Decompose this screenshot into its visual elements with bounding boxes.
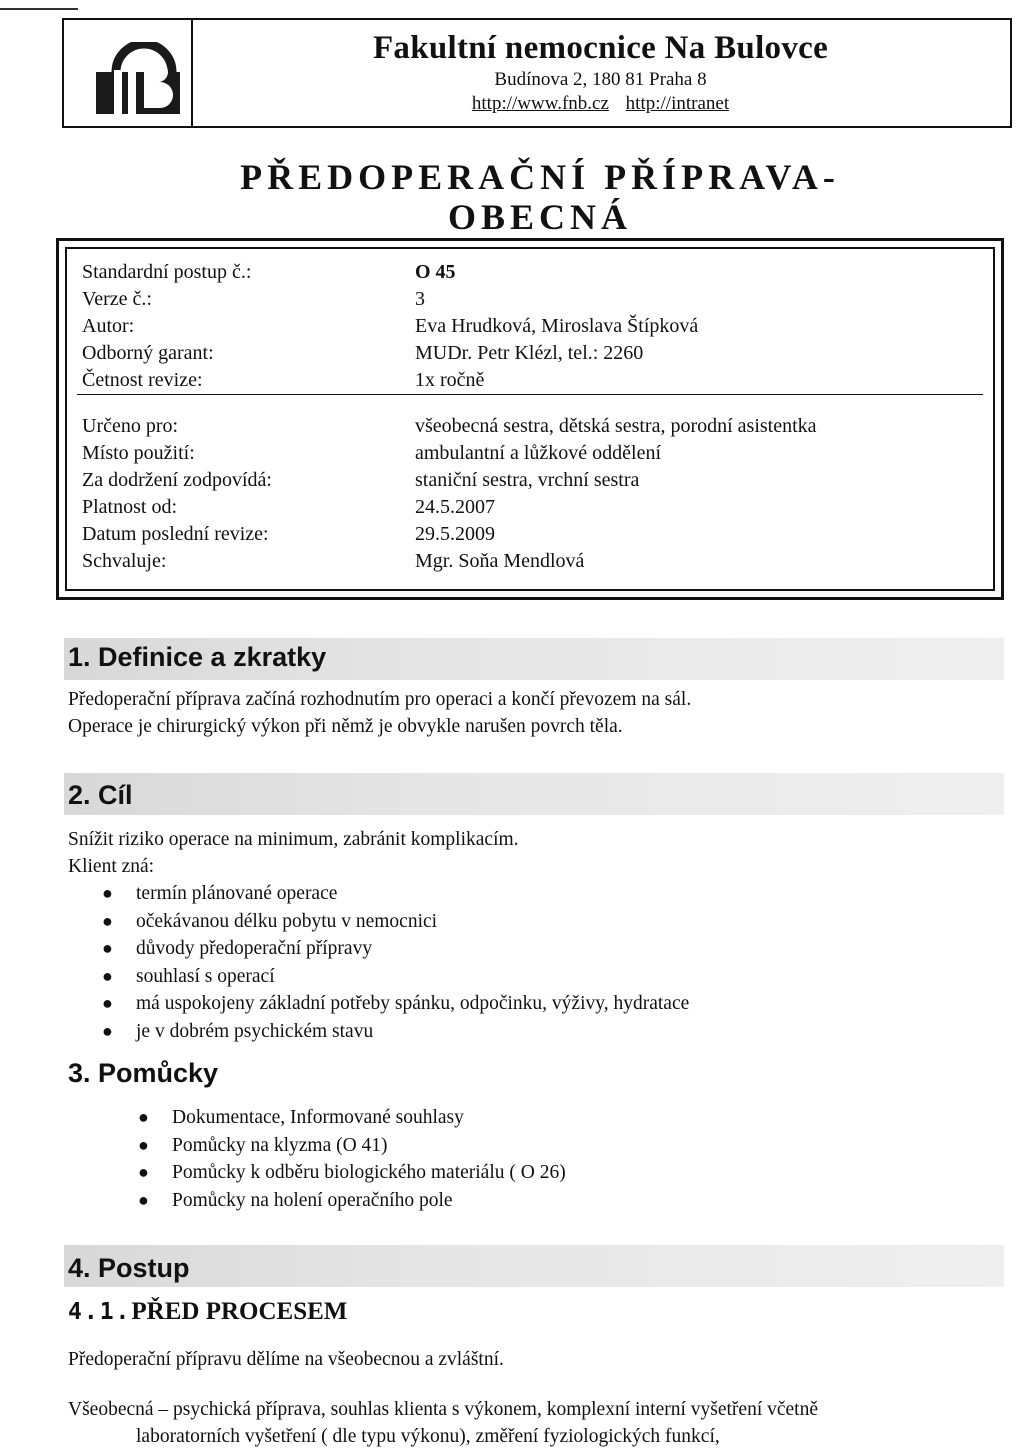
meta-value: Eva Hrudková, Miroslava Štípková [415, 315, 699, 337]
organization-address: Budínova 2, 180 81 Praha 8 [494, 69, 707, 90]
bullet-icon: ● [102, 910, 113, 931]
list-item-text: Dokumentace, Informované souhlasy [172, 1107, 464, 1128]
meta-label: Místo použití: [82, 442, 195, 464]
subsection-title: PŘED PROCESEM [131, 1298, 348, 1325]
meta-value: Mgr. Soňa Mendlová [415, 550, 585, 572]
letterhead [62, 18, 1012, 128]
meta-label: Platnost od: [82, 496, 178, 518]
list-item-text: Pomůcky k odběru biologického materiálu ( O 26) [172, 1162, 566, 1183]
list-item [102, 935, 689, 963]
list-item [138, 1104, 566, 1132]
meta-divider [77, 394, 983, 395]
document-metadata-box [56, 238, 1004, 600]
procedure-line-2: Všeobecná – psychická příprava, souhlas klienta s výkonem, komplexní interní vyšetření včetně [68, 1399, 818, 1420]
definitions-line-1: Předoperační příprava začíná rozhodnutím pro operaci a končí převozem na sál. [68, 689, 692, 710]
bullet-icon: ● [138, 1162, 149, 1182]
bullet-icon: ● [138, 1134, 149, 1155]
list-item-text: souhlasí s operací [136, 965, 275, 987]
tools-bullet-list [138, 1104, 566, 1214]
meta-value: 24.5.2007 [415, 496, 495, 518]
goal-bullet-list [102, 880, 690, 1045]
meta-label: Datum poslední revize: [82, 523, 269, 545]
procedure-line-1: Předoperační přípravu dělíme na všeobecnou a zvláštní. [68, 1349, 504, 1370]
bullet-icon: ● [102, 1020, 113, 1041]
list-item-text: očekávanou délku pobytu v nemocnici [136, 910, 438, 932]
meta-value: všeobecná sestra, dětská sestra, porodní asistentka [415, 415, 817, 437]
logo-cell [64, 20, 193, 126]
list-item [138, 1132, 566, 1160]
hospital-logo-icon [92, 42, 184, 120]
goal-line-2: Klient zná: [68, 856, 155, 877]
meta-label: Schvaluje: [82, 550, 167, 572]
meta-label: Autor: [82, 315, 135, 337]
section-band-procedure [64, 1245, 1004, 1287]
list-item [138, 1159, 566, 1187]
list-item [102, 990, 690, 1018]
meta-label: Četnost revize: [82, 369, 203, 391]
meta-value: 1x ročně [415, 369, 485, 391]
section-heading-goal: 2. Cíl [68, 780, 133, 810]
subsection-heading-before-process [68, 1298, 347, 1326]
bullet-icon: ● [138, 1107, 149, 1127]
list-item [102, 908, 689, 936]
document-title [120, 157, 960, 237]
meta-value: 29.5.2009 [415, 523, 495, 545]
corner-scan-mark [0, 8, 78, 10]
document-title-line2: OBECNÁ [447, 197, 633, 237]
meta-label: Standardní postup č.: [82, 261, 252, 283]
section-heading-tools: 3. Pomůcky [68, 1058, 219, 1088]
organization-name: Fakultní nemocnice Na Bulovce [372, 30, 829, 66]
bullet-icon: ● [138, 1189, 149, 1210]
meta-value: staniční sestra, vrchní sestra [415, 469, 640, 491]
bullet-icon: ● [102, 883, 113, 903]
bullet-icon: ● [102, 965, 113, 986]
list-item [138, 1187, 566, 1215]
list-item-text: Pomůcky na klyzma (O 41) [172, 1134, 388, 1156]
section-heading-procedure: 4. Postup [68, 1253, 190, 1283]
definitions-line-2: Operace je chirurgický výkon při němž je obvykle narušen povrch těla. [68, 716, 623, 737]
document-title-line1: PŘEDOPERAČNÍ PŘÍPRAVA- [240, 157, 840, 197]
meta-label: Za dodržení zodpovídá: [82, 469, 272, 491]
meta-label: Verze č.: [82, 288, 152, 310]
list-item-text: důvody předoperační přípravy [136, 938, 373, 959]
meta-value: 3 [415, 288, 425, 310]
goal-line-1: Snížit riziko operace na minimum, zabránit komplikacím. [68, 829, 519, 850]
list-item-text: má uspokojeny základní potřeby spánku, odpočinku, výživy, hydratace [136, 993, 690, 1014]
bullet-icon: ● [102, 993, 113, 1013]
meta-value: ambulantní a lůžkové oddělení [415, 442, 662, 464]
section-band-goal [64, 773, 1004, 815]
list-item [102, 1018, 689, 1046]
intranet-link[interactable]: http://intranet [625, 93, 730, 114]
bullet-icon: ● [102, 938, 113, 958]
letterhead-text [191, 20, 1010, 115]
meta-value: O 45 [415, 261, 456, 283]
organization-links [191, 93, 1010, 115]
meta-value: MUDr. Petr Klézl, tel.: 2260 [415, 342, 644, 364]
list-item-text: termín plánované operace [136, 883, 338, 904]
section-heading-definitions: 1. Definice a zkratky [68, 642, 327, 672]
subsection-number: 4.1. [68, 1299, 132, 1325]
website-link[interactable]: http://www.fnb.cz [471, 93, 609, 114]
metadata-inner-frame [65, 247, 995, 591]
procedure-line-3: laboratorních vyšetření ( dle typu výkonu), změření fyziologických funkcí, [136, 1426, 720, 1447]
list-item [102, 963, 689, 991]
meta-label: Určeno pro: [82, 415, 179, 437]
list-item-text: Pomůcky na holení operačního pole [172, 1189, 453, 1211]
list-item-text: je v dobrém psychickém stavu [136, 1020, 374, 1042]
list-item [102, 880, 689, 908]
meta-label: Odborný garant: [82, 342, 214, 364]
